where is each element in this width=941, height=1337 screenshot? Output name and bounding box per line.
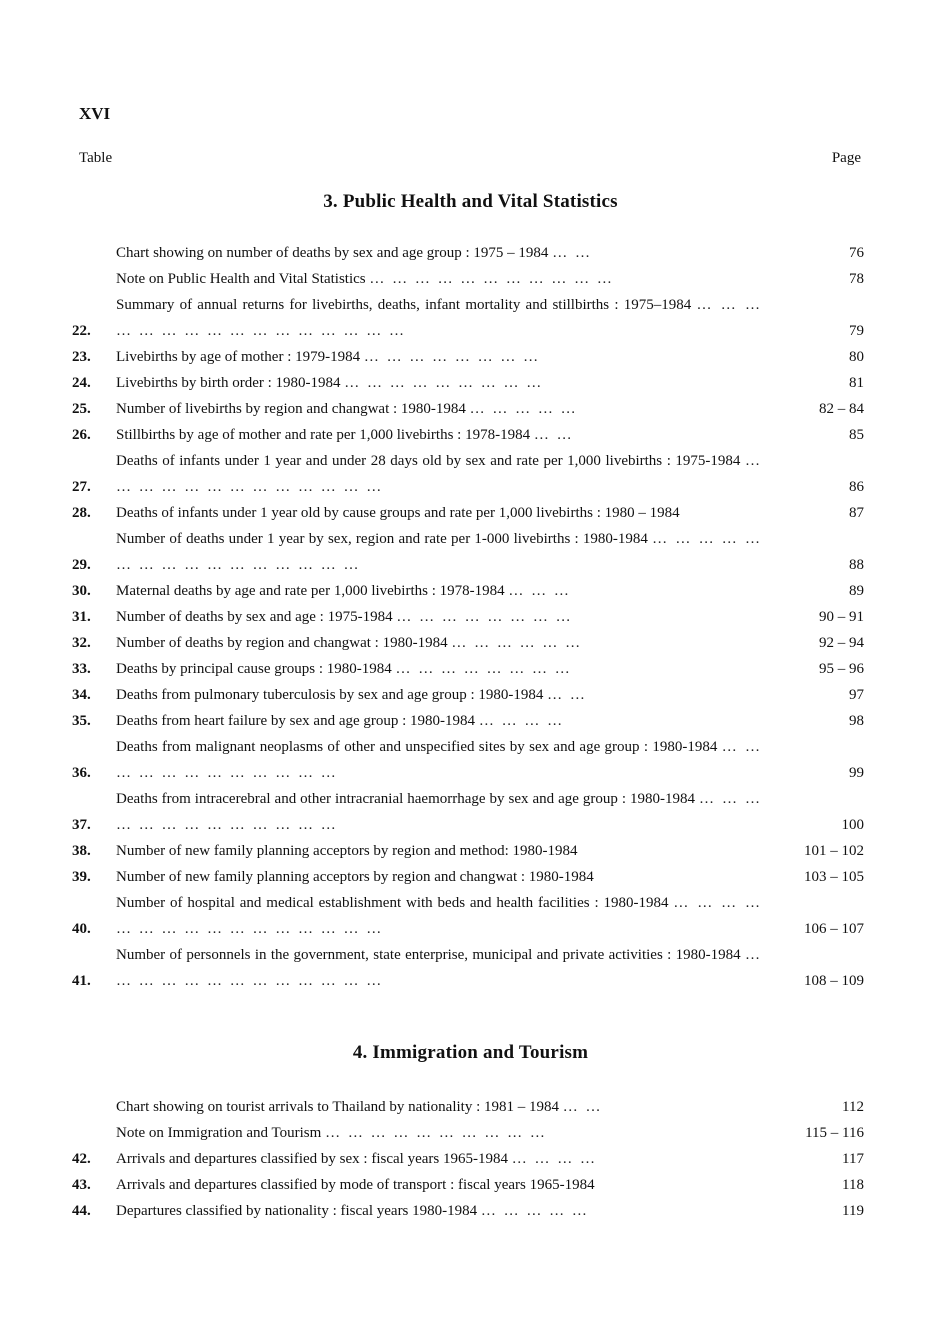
toc-entry xyxy=(72,682,864,708)
entry-page: 90 – 91 xyxy=(819,609,864,625)
entry-page: 115 – 116 xyxy=(805,1125,864,1141)
toc-entry xyxy=(72,604,864,630)
entry-title xyxy=(116,422,762,448)
entry-title-text: Number of deaths by sex and age : 1975-1984 xyxy=(116,609,393,625)
entry-title-text: Summary of annual returns for livebirths, deaths, infant mortality and stillbirths : 1975–1984 xyxy=(116,297,692,313)
entry-page: 112 xyxy=(842,1099,864,1115)
section-4-title: 4. Immigration and Tourism xyxy=(352,1042,589,1063)
entry-title-text: Deaths from malignant neoplasms of other and unspecified sites by sex and age group : 1980-1984 xyxy=(116,739,718,755)
entry-number: 40. xyxy=(72,921,91,937)
entry-page: 89 xyxy=(849,583,864,599)
entry-title-text: Deaths from intracerebral and other intracranial haemorrhage by sex and age group : 1980-1984 xyxy=(116,791,696,807)
section-3-title: 3. Public Health and Vital Statistics xyxy=(323,191,618,212)
page-column-label: Page xyxy=(831,150,861,166)
toc-entry xyxy=(72,240,864,266)
entry-title xyxy=(116,864,762,890)
entry-page: 85 xyxy=(849,427,864,443)
entry-number: 42. xyxy=(72,1151,91,1167)
entry-title xyxy=(116,448,762,500)
toc-entry xyxy=(72,526,864,578)
entry-title-text: Chart showing on number of deaths by sex and age group : 1975 – 1984 xyxy=(116,245,549,261)
entry-leader-dots: … … … … … xyxy=(480,1203,589,1219)
toc-entry xyxy=(72,838,864,864)
entry-leader-dots: … … … … … … … … … … … … … xyxy=(116,791,762,833)
entry-leader-dots: … … … … xyxy=(478,713,565,729)
entry-title xyxy=(116,1094,762,1120)
entry-page: 76 xyxy=(849,245,864,261)
entry-number: 26. xyxy=(72,427,91,443)
entry-leader-dots: … … … … … … … … xyxy=(396,609,573,625)
entry-title-text: Number of deaths by region and changwat : 1980-1984 xyxy=(116,635,448,651)
entry-title-text: Livebirths by birth order : 1980-1984 xyxy=(116,375,341,391)
entry-title-text: Deaths by principal cause groups : 1980-1984 xyxy=(116,661,392,677)
entry-title xyxy=(116,240,762,266)
entry-leader-dots: … … xyxy=(547,687,587,703)
entry-leader-dots: … … … … … … … … … … … xyxy=(369,271,614,287)
toc-entry xyxy=(72,864,864,890)
entry-number: 23. xyxy=(72,349,91,365)
entry-title-text: Arrivals and departures classified by sex : fiscal years 1965-1984 xyxy=(116,1151,508,1167)
table-column-label: Table xyxy=(79,150,113,166)
entry-title-text: Number of new family planning acceptors by region and method: 1980-1984 xyxy=(116,843,578,859)
toc-entry xyxy=(72,630,864,656)
entry-title xyxy=(116,578,762,604)
entry-number: 27. xyxy=(72,479,91,495)
entry-page: 87 xyxy=(849,505,864,521)
entry-title xyxy=(116,942,762,994)
entry-page: 103 – 105 xyxy=(804,869,864,885)
entry-leader-dots: … … xyxy=(562,1099,603,1115)
entry-number: 32. xyxy=(72,635,91,651)
entry-title-text: Stillbirths by age of mother and rate per 1,000 livebirths : 1978-1984 xyxy=(116,427,531,443)
entry-leader-dots: … … … … … xyxy=(469,401,578,417)
toc-entry xyxy=(72,734,864,786)
entry-title-text: Arrivals and departures classified by mode of transport : fiscal years 1965-1984 xyxy=(116,1177,595,1193)
entry-page: 118 xyxy=(842,1177,864,1193)
entry-title xyxy=(116,682,762,708)
entry-title-text: Chart showing on tourist arrivals to Thailand by nationality : 1981 – 1984 xyxy=(116,1099,560,1115)
entry-title xyxy=(116,708,762,734)
entry-page: 106 – 107 xyxy=(804,921,864,937)
entry-page: 97 xyxy=(849,687,864,703)
entry-title-text: Note on Public Health and Vital Statistics xyxy=(116,271,366,287)
entry-page: 98 xyxy=(849,713,864,729)
toc-entry xyxy=(72,708,864,734)
toc-entry xyxy=(72,370,864,396)
entry-title xyxy=(116,604,762,630)
toc-entry xyxy=(72,786,864,838)
entry-title-text: Number of livebirths by region and changwat : 1980-1984 xyxy=(116,401,466,417)
entry-page: 99 xyxy=(849,765,864,781)
toc-entry xyxy=(72,890,864,942)
entry-title-text: Maternal deaths by age and rate per 1,000 livebirths : 1978-1984 xyxy=(116,583,505,599)
entry-page: 117 xyxy=(842,1151,864,1167)
entry-page: 95 – 96 xyxy=(819,661,864,677)
toc-entry xyxy=(72,656,864,682)
entry-leader-dots: … … xyxy=(533,427,574,443)
toc-entry xyxy=(72,578,864,604)
entry-title xyxy=(116,1172,762,1198)
toc-entry xyxy=(72,422,864,448)
entry-leader-dots: … … … … … … … … xyxy=(363,349,541,365)
section-3-entries xyxy=(72,240,864,994)
entry-title xyxy=(116,344,762,370)
toc-entry xyxy=(72,1120,864,1146)
entry-number: 41. xyxy=(72,973,91,989)
entry-title-text: Deaths of infants under 1 year old by cause groups and rate per 1,000 livebirths : 1980 – 1984 xyxy=(116,505,680,521)
toc-entry xyxy=(72,1146,864,1172)
entry-title xyxy=(116,292,762,344)
toc-entry xyxy=(72,344,864,370)
section-4-entries xyxy=(72,1094,864,1224)
entry-number: 25. xyxy=(72,401,91,417)
entry-page: 100 xyxy=(841,817,864,833)
entry-title xyxy=(116,838,762,864)
entry-page: 78 xyxy=(849,271,864,287)
entry-title-text: Note on Immigration and Tourism xyxy=(116,1125,322,1141)
entry-leader-dots: … … … … … … xyxy=(451,635,583,651)
entry-title xyxy=(116,890,762,942)
entry-leader-dots: … … … … … … … … … … … … … … … … xyxy=(116,531,763,573)
entry-number: 22. xyxy=(72,323,91,339)
toc-entry xyxy=(72,396,864,422)
entry-title-text: Deaths of infants under 1 year and under 28 days old by sex and rate per 1,000 livebirths : 1975-1984 xyxy=(116,453,741,469)
toc-entry xyxy=(72,1198,864,1224)
toc-entry xyxy=(72,942,864,994)
entry-page: 119 xyxy=(842,1203,864,1219)
entry-number: 33. xyxy=(72,661,91,677)
entry-number: 43. xyxy=(72,1177,91,1193)
toc-entry xyxy=(72,500,864,526)
entry-number: 44. xyxy=(72,1203,91,1219)
entry-leader-dots: … … … … … … … … xyxy=(395,661,572,677)
entry-leader-dots: … … … xyxy=(508,583,571,599)
entry-title xyxy=(116,1198,762,1224)
entry-leader-dots: … … … … … … … … … xyxy=(344,375,544,391)
entry-number: 35. xyxy=(72,713,91,729)
entry-page: 86 xyxy=(849,479,864,495)
entry-title-text: Livebirths by age of mother : 1979-1984 xyxy=(116,349,361,365)
entry-number: 37. xyxy=(72,817,91,833)
entry-page: 108 – 109 xyxy=(804,973,864,989)
entry-title-text: Number of personnels in the government, state enterprise, municipal and private activities : 1980-1984 xyxy=(116,947,741,963)
entry-leader-dots: … … … … … … … … … … … … … xyxy=(116,947,763,989)
entry-leader-dots: … … … … … … … … … … … … … xyxy=(116,453,762,495)
entry-title xyxy=(116,266,762,292)
entry-title xyxy=(116,1146,762,1172)
entry-title xyxy=(116,526,762,578)
entry-title-text: Number of new family planning acceptors by region and changwat : 1980-1984 xyxy=(116,869,594,885)
entry-title xyxy=(116,656,762,682)
entry-number: 38. xyxy=(72,843,91,859)
toc-entry xyxy=(72,292,864,344)
entry-leader-dots: … … … … … … … … … … … … xyxy=(116,739,763,781)
entry-leader-dots: … … xyxy=(552,245,592,261)
entry-leader-dots: … … … … … … … … … … … … … … … … xyxy=(116,297,763,339)
entry-page: 79 xyxy=(849,323,864,339)
entry-title xyxy=(116,370,762,396)
entry-title xyxy=(116,630,762,656)
entry-title-text: Deaths from pulmonary tuberculosis by sex and age group : 1980-1984 xyxy=(116,687,544,703)
entry-number: 29. xyxy=(72,557,91,573)
entry-title xyxy=(116,500,762,526)
entry-title xyxy=(116,786,762,838)
entry-page: 88 xyxy=(849,557,864,573)
toc-entry xyxy=(72,266,864,292)
toc-entry xyxy=(72,1094,864,1120)
entry-number: 36. xyxy=(72,765,91,781)
entry-leader-dots: … … … … xyxy=(511,1151,597,1167)
entry-page: 82 – 84 xyxy=(819,401,864,417)
entry-leader-dots: … … … … … … … … … … … … … … … … xyxy=(116,895,763,937)
entry-number: 28. xyxy=(72,505,91,521)
entry-number: 39. xyxy=(72,869,91,885)
entry-title-text: Number of deaths under 1 year by sex, region and rate per 1-000 livebirths : 1980-1984 xyxy=(116,531,648,547)
entry-page: 81 xyxy=(849,375,864,391)
entry-number: 24. xyxy=(72,375,91,391)
entry-title-text: Deaths from heart failure by sex and age group : 1980-1984 xyxy=(116,713,476,729)
entry-number: 31. xyxy=(72,609,91,625)
entry-title xyxy=(116,396,762,422)
entry-number: 30. xyxy=(72,583,91,599)
entry-title xyxy=(116,1120,762,1146)
entry-page: 101 – 102 xyxy=(804,843,864,859)
entry-title-text: Departures classified by nationality : fiscal years 1980-1984 xyxy=(116,1203,478,1219)
entry-title-text: Number of hospital and medical establishment with beds and health facilities : 1980-1984 xyxy=(116,895,669,911)
entry-page: 80 xyxy=(849,349,864,365)
entry-leader-dots: … … … … … … … … … … xyxy=(325,1125,547,1141)
entry-page: 92 – 94 xyxy=(819,635,864,651)
entry-title xyxy=(116,734,762,786)
page-number: XVI xyxy=(79,104,111,123)
entry-number: 34. xyxy=(72,687,91,703)
toc-entry xyxy=(72,448,864,500)
toc-entry xyxy=(72,1172,864,1198)
